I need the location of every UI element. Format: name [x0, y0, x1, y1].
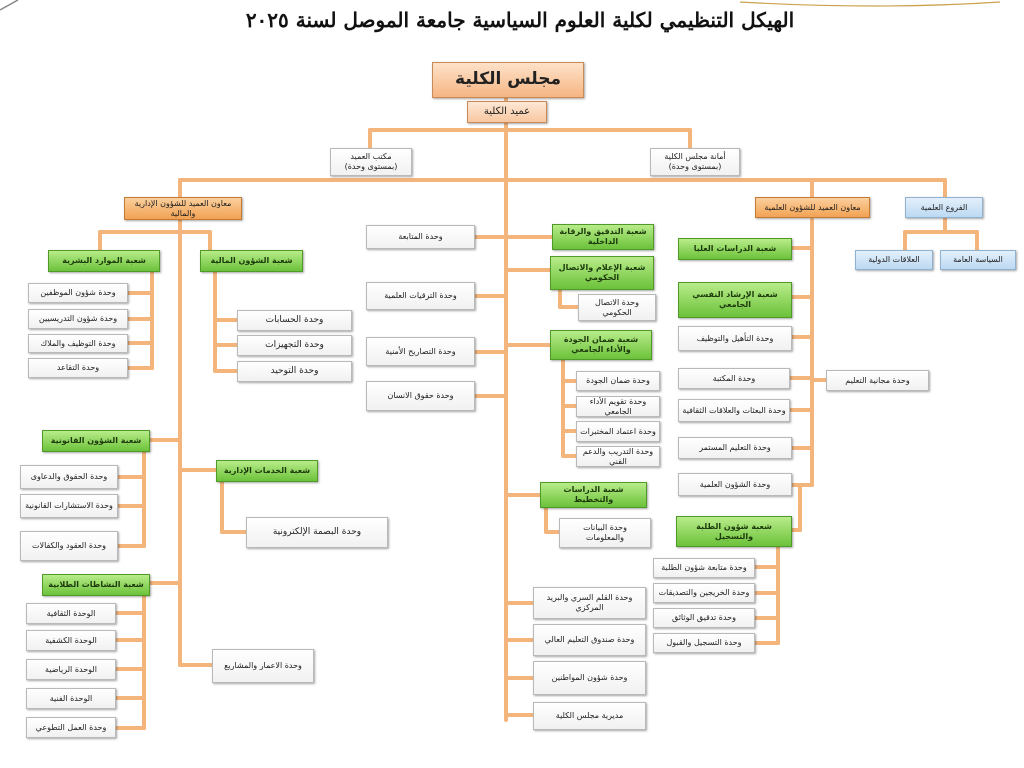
doc-verification-unit-box: وحدة تدقيق الوثائق: [653, 608, 755, 628]
media-division-box: شعبة الإعلام والاتصال الحكومي: [550, 256, 654, 290]
missions-unit-box: وحدة البعثات والعلاقات الثقافية: [678, 399, 790, 422]
volunteer-unit-box: وحدة العمل التطوعي: [26, 717, 116, 738]
dean-office-box: مكتب العميد (بمستوى وحدة): [330, 148, 412, 176]
postgrad-division-box: شعبة الدراسات العليا: [678, 238, 792, 260]
intl-relations-box: العلاقات الدولية: [855, 250, 933, 270]
promotions-unit-box: وحدة الترقيات العلمية: [366, 282, 475, 310]
citizens-unit-box: وحدة شؤون المواطنين: [533, 661, 646, 695]
performance-unit-box: وحدة تقويم الأداء الجامعي: [576, 396, 660, 417]
chart-title: الهيكل التنظيمي لكلية العلوم السياسية جامعة الموصل لسنة ٢٠٢٥: [245, 8, 795, 32]
studies-planning-division-box: شعبة الدراسات والتخطيط: [540, 482, 647, 508]
free-education-unit-box: وحدة مجانية التعليم: [826, 370, 929, 391]
gov-comm-unit-box: وحدة الاتصال الحكومي: [578, 294, 656, 321]
cultural-unit-box: الوحدة الثقافية: [26, 603, 116, 624]
dean-box: عميد الكلية: [467, 101, 547, 123]
continuing-ed-unit-box: وحدة التعليم المستمر: [678, 437, 792, 459]
recruitment-unit-box: وحدة التوظيف والملاك: [28, 334, 128, 353]
higher-ed-fund-unit-box: وحدة صندوق التعليم العالي: [533, 624, 646, 656]
student-activities-division-box: شعبة النشاطات الطلابية: [42, 574, 150, 596]
council-directorate-box: مديرية مجلس الكلية: [533, 702, 646, 730]
graduates-unit-box: وحدة الخريجين والتصديقات: [653, 583, 755, 603]
library-unit-box: وحدة المكتبة: [678, 368, 790, 389]
secret-pen-unit-box: وحدة القلم السري والبريد المركزي: [533, 587, 646, 619]
admin-services-division-box: شعبة الخدمات الإدارية: [216, 460, 318, 482]
accounts-unit-box: وحدة الحسابات: [237, 310, 352, 331]
finance-division-box: شعبة الشؤون المالية: [200, 250, 303, 272]
assoc-dean-scientific-box: معاون العميد للشؤون العلمية: [755, 197, 870, 218]
assoc-dean-admin-box: معاون العميد للشؤون الإدارية والمالية: [124, 197, 242, 220]
scientific-branches-box: الفروع العلمية: [905, 197, 983, 218]
student-followup-unit-box: وحدة متابعة شؤون الطلبة: [653, 558, 755, 578]
followup-unit-box: وحدة المتابعة: [366, 225, 475, 249]
quality-division-box: شعبة ضمان الجودة والأداء الجامعي: [550, 330, 652, 360]
e-fingerprint-unit-box: وحدة البصمة الإلكترونية: [246, 517, 388, 548]
counseling-division-box: شعبة الإرشاد النفسي الجامعي: [678, 282, 792, 318]
retirement-unit-box: وحدة التقاعد: [28, 358, 128, 378]
council-secretariat-box: أمانة مجلس الكلية (بمستوى وحدة): [650, 148, 740, 176]
scouts-unit-box: الوحدة الكشفية: [26, 630, 116, 651]
art-unit-box: الوحدة الفنية: [26, 688, 116, 709]
sports-unit-box: الوحدة الرياضية: [26, 659, 116, 680]
unification-unit-box: وحدة التوحيد: [237, 361, 352, 382]
students-division-box: شعبة شؤون الطلبة والتسجيل: [676, 516, 792, 547]
quality-unit-box: وحدة ضمان الجودة: [576, 371, 660, 391]
supplies-unit-box: وحدة التجهيزات: [237, 335, 352, 356]
training-unit-box: وحدة التدريب والدعم الفني: [576, 446, 660, 467]
contracts-unit-box: وحدة العقود والكفالات: [20, 531, 118, 561]
qualification-unit-box: وحدة التأهيل والتوظيف: [678, 326, 792, 351]
construction-unit-box: وحدة الاعمار والمشاريع: [212, 649, 314, 683]
teaching-unit-box: وحدة شؤون التدريسيين: [28, 309, 128, 329]
public-policy-box: السياسة العامة: [940, 250, 1016, 270]
accreditation-unit-box: وحدة اعتماد المختبرات: [576, 421, 660, 442]
scientific-affairs-unit-box: وحدة الشؤون العلمية: [678, 473, 792, 496]
registration-unit-box: وحدة التسجيل والقبول: [653, 633, 755, 653]
human-rights-unit-box: وحدة حقوق الانسان: [366, 381, 475, 411]
security-clearance-unit-box: وحدة التصاريح الأمنية: [366, 337, 475, 366]
employees-unit-box: وحدة شؤون الموظفين: [28, 283, 128, 303]
council-box: مجلس الكلية: [432, 62, 584, 98]
legal-consult-unit-box: وحدة الاستشارات القانونية: [20, 494, 118, 518]
hr-division-box: شعبة الموارد البشرية: [48, 250, 160, 272]
audit-division-box: شعبة التدقيق والرقابة الداخلية: [552, 224, 654, 250]
data-info-unit-box: وحدة البيانات والمعلومات: [559, 518, 651, 548]
rights-unit-box: وحدة الحقوق والدعاوى: [20, 465, 118, 489]
legal-division-box: شعبة الشؤون القانونية: [42, 430, 150, 452]
